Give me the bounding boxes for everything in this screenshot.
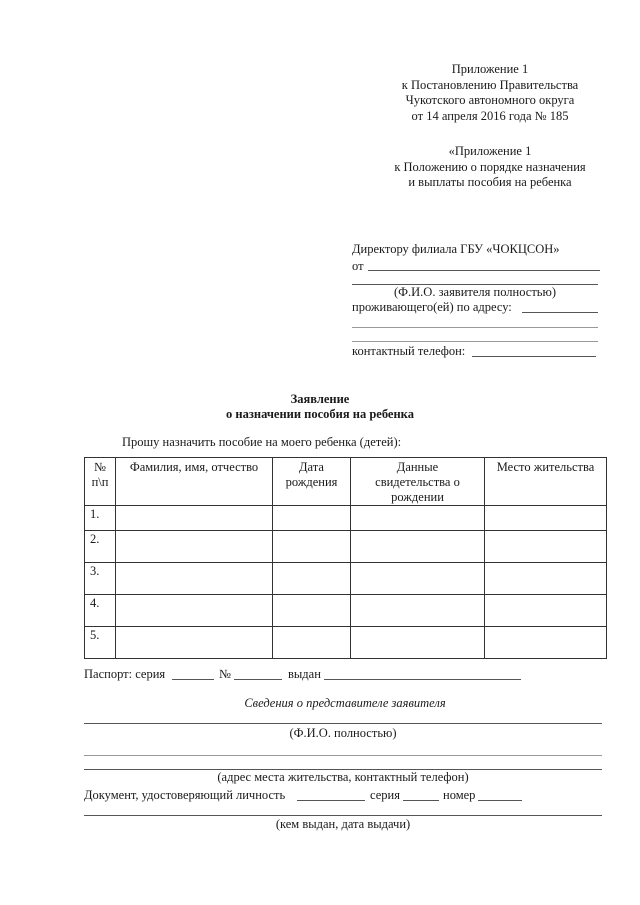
representative-number-field[interactable] [478, 800, 522, 801]
passport-number-label: № [219, 667, 231, 681]
passport-issued-label: выдан [288, 667, 321, 681]
address-field-1[interactable] [522, 312, 598, 313]
passport-series-field[interactable] [172, 679, 214, 680]
representative-address-field-1[interactable] [84, 755, 602, 756]
col-header-num: № п\п [85, 458, 116, 506]
table-row [85, 531, 607, 563]
document-title [0, 392, 640, 422]
cell-name[interactable] [116, 531, 273, 563]
table-row [85, 595, 607, 627]
cell-residence[interactable] [485, 595, 607, 627]
row-number: 1. [85, 506, 116, 531]
annex-header [380, 62, 600, 124]
cell-residence[interactable] [485, 531, 607, 563]
cell-residence[interactable] [485, 627, 607, 659]
row-number: 2. [85, 531, 116, 563]
cell-certificate[interactable] [351, 595, 485, 627]
col-header-residence: Место жительства [485, 458, 607, 506]
table-row [85, 627, 607, 659]
residing-label: проживающего(ей) по адресу: [352, 300, 512, 314]
cell-residence[interactable] [485, 563, 607, 595]
representative-doc-field[interactable] [297, 800, 365, 801]
representative-heading: Сведения о представителе заявителя [244, 696, 446, 710]
annex-line: и выплаты пособия на ребенка [408, 175, 572, 189]
address-field-3[interactable] [352, 341, 598, 342]
cell-certificate[interactable] [351, 506, 485, 531]
cell-residence[interactable] [485, 506, 607, 531]
annex-line: от 14 апреля 2016 года № 185 [411, 108, 569, 123]
col-header-certificate: Данные свидетельства о рождении [351, 458, 485, 506]
col-header-name: Фамилия, имя, отчество [116, 458, 273, 506]
table-row [85, 506, 607, 531]
cell-dob[interactable] [273, 595, 351, 627]
row-number: 5. [85, 627, 116, 659]
table-header-row [85, 458, 607, 506]
address-field-2[interactable] [352, 327, 598, 328]
representative-series-field[interactable] [403, 800, 439, 801]
representative-series-label: серия [370, 788, 400, 802]
row-number: 4. [85, 595, 116, 627]
cell-certificate[interactable] [351, 563, 485, 595]
representative-doc-label: Документ, удостоверяющий личность [84, 788, 286, 802]
cell-dob[interactable] [273, 627, 351, 659]
fio-caption: (Ф.И.О. заявителя полностью) [393, 285, 557, 299]
cell-dob[interactable] [273, 506, 351, 531]
representative-address-caption: (адрес места жительства, контактный телефон) [217, 770, 469, 784]
passport-issued-field[interactable] [324, 679, 521, 680]
director-line: Директору филиала ГБУ «ЧОКЦСОН» [352, 242, 560, 256]
annex-line: Приложение 1 [451, 62, 529, 76]
passport-number-field[interactable] [234, 679, 282, 680]
request-text: Прошу назначить пособие на моего ребенка (детей): [122, 435, 402, 449]
passport-series-label: Паспорт: серия [84, 667, 166, 681]
cell-name[interactable] [116, 506, 273, 531]
title-line-2: о назначении пособия на ребенка [226, 407, 414, 421]
annex-line: «Приложение 1 [448, 144, 532, 158]
representative-fio-field[interactable] [84, 723, 602, 724]
title-line-1: Заявление [290, 392, 350, 406]
representative-issued-caption: (кем выдан, дата выдачи) [275, 817, 411, 831]
representative-issued-field[interactable] [84, 815, 602, 816]
col-header-dob: Дата рождения [273, 458, 351, 506]
phone-field[interactable] [472, 356, 596, 357]
cell-name[interactable] [116, 563, 273, 595]
cell-certificate[interactable] [351, 627, 485, 659]
annex-line: к Постановлению Правительства [401, 77, 579, 92]
cell-certificate[interactable] [351, 531, 485, 563]
cell-name[interactable] [116, 627, 273, 659]
cell-name[interactable] [116, 595, 273, 627]
cell-dob[interactable] [273, 563, 351, 595]
annex-line: к Положению о порядке назначения [394, 159, 586, 174]
representative-fio-caption: (Ф.И.О. полностью) [289, 726, 397, 740]
from-field[interactable] [368, 270, 600, 271]
representative-number-label: номер [443, 788, 476, 802]
annex-sub-header [380, 144, 600, 191]
row-number: 3. [85, 563, 116, 595]
annex-line: Чукотского автономного округа [405, 93, 575, 107]
table-row [85, 563, 607, 595]
cell-dob[interactable] [273, 531, 351, 563]
phone-label: контактный телефон: [352, 344, 466, 358]
children-table [84, 457, 607, 659]
from-label: от [352, 259, 364, 273]
